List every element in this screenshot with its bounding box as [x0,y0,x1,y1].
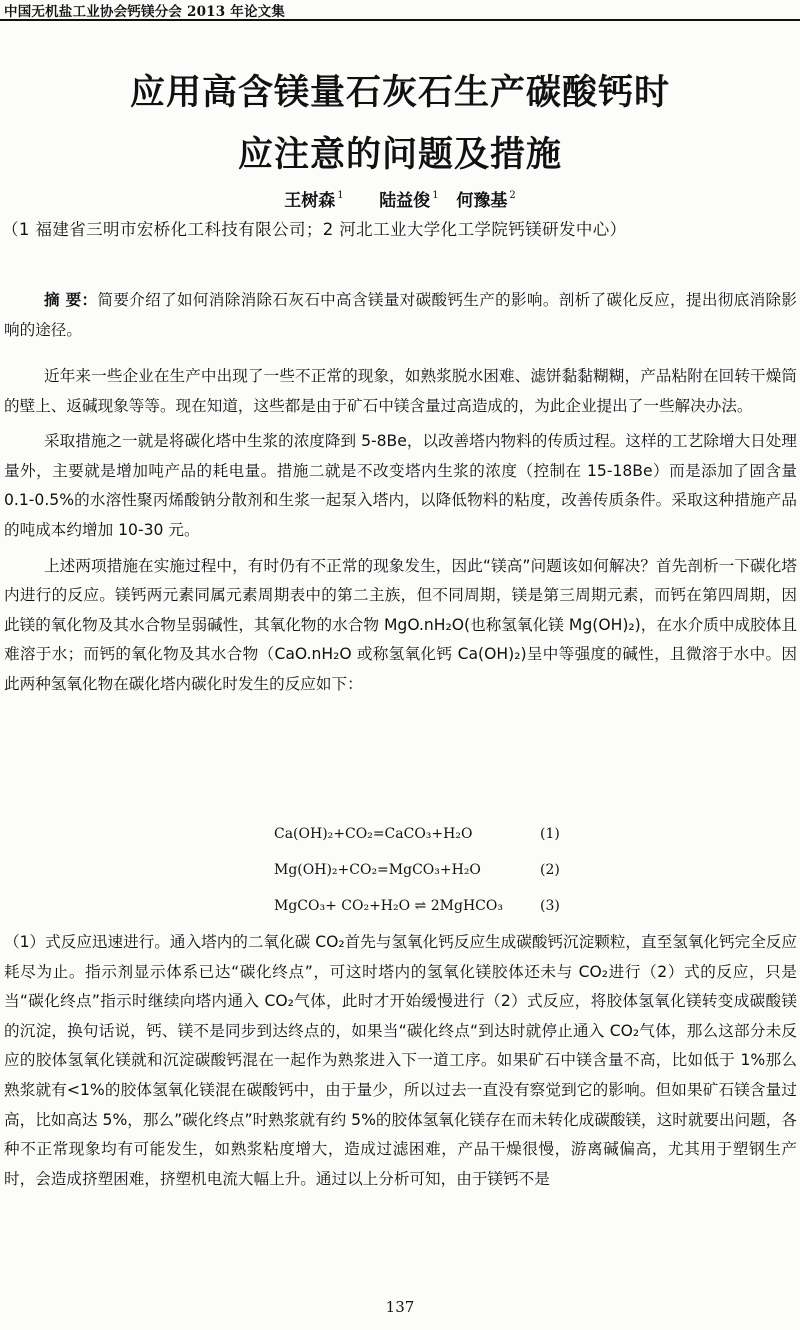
equation: Mg(OH)₂+CO₂=MgCO₃+H₂O [274,862,481,878]
author-mark: 1 [337,190,344,201]
author-name: 陆益俊 [379,191,431,211]
paragraph: （1）式反应迅速进行。通入塔内的二氧化碳 CO₂首先与氢氧化钙反应生成碳酸钙沉淀颗粒，直至氢氧化钙完全反应耗尽为止。指示剂显示体系已达“碳化终点”，可这时塔内的氢氧化镁胶体还未与 CO₂进行（2）式的反应，只是当“碳化终点”指示时继续向塔内通入 CO₂气体，此时才开始缓慢进行（2）式反应，将胶体氢氧化镁转变成碳酸镁的沉淀，换句话说，钙、镁不是同步到达终点的，如果当“碳化终点“到达时就停止通入 CO₂气体，那么这部分未反应的胶体氢氧化镁就和沉淀碳酸钙混在一起作为熟浆进入下一道工序。如果矿石中镁含量不高，比如低于 1%那么熟浆就有<1%的胶体氢氧化镁混在碳酸钙中，由于量少，所以过去一直没有察觉到它的影响。但如果矿石镁含量过高，比如高达 5%，那么”碳化终点”时熟浆就有约 5%的胶体氢氧化镁存在而未转化成碳酸镁，这时就要出问题，各种不正常现象均有可能发生，如熟浆粘度增大，造成过滤困难，产品干燥很慢，游离碱偏高，尤其用于塑钢生产时，会造成挤塑困难，挤塑机电流大幅上升。通过以上分析可知，由于镁钙不是 [4,933,797,1188]
equation: MgCO₃+ CO₂+H₂O ⇌ 2MgHCO₃ [274,898,503,914]
body-paragraph-after-equations [4,928,797,1194]
affiliation: （1 福建省三明市宏桥化工科技有限公司；2 河北工业大学化工学院钙镁研发中心） [2,220,627,239]
title-line-2: 应注意的问题及措施 [237,135,562,175]
abstract-block [4,286,797,345]
header-rule [0,19,800,21]
author-name: 何豫基 [456,191,508,211]
running-header: 中国无机盐工业协会钙镁分会 2013 年论文集 [4,4,286,20]
body-paragraphs [4,362,797,700]
author-list [0,186,800,211]
author-name: 王树森 [284,191,336,211]
equation-number: (2) [540,862,560,878]
equation: Ca(OH)₂+CO₂=CaCO₃+H₂O [274,826,473,842]
abstract-text: 简要介绍了如何消除消除石灰石中高含镁量对碳酸钙生产的影响。剖析了碳化反应，提出彻底消除影响的途径。 [4,291,797,339]
paragraph: 近年来一些企业在生产中出现了一些不正常的现象，如熟浆脱水困难、滤饼黏黏糊糊，产品粘附在回转干燥筒的壁上、返碱现象等等。现在知道，这些都是由于矿石中镁含量过高造成的，为此企业提出了一些解决办法。 [4,367,797,415]
title-line-1: 应用高含镁量石灰石生产碳酸钙时 [129,73,670,113]
page-number: 137 [385,1298,415,1316]
author-mark: 2 [509,190,516,201]
equation-number: (1) [540,826,560,842]
abstract-label: 摘 要： [44,291,98,309]
author-mark: 1 [432,190,439,201]
paragraph: 上述两项措施在实施过程中，有时仍有不正常的现象发生，因此“镁高”问题该如何解决？首先剖析一下碳化塔内进行的反应。镁钙两元素同属元素周期表中的第二主族，但不同周期，镁是第三周期元素，而钙在第四周期，因此镁的氧化物及其水合物呈弱碱性，其氧化物的水合物 MgO.nH₂O(也称氢氧化镁 Mg(OH)₂)，在水介质中成胶体且难溶于水；而钙的氧化物及其水合物（CaO.nH₂O 或称氢氧化钙 Ca(OH)₂)呈中等强度的碱性，且微溶于水中。因此两种氢氧化物在碳化塔内碳化时发生的反应如下： [4,556,797,693]
paragraph: 采取措施之一就是将碳化塔中生浆的浓度降到 5-8Be，以改善塔内物料的传质过程。这样的工艺除增大日处理量外，主要就是增加吨产品的耗电量。措施二就是不改变塔内生浆的浓度（控制在 15-18Be）而是添加了固含量 0.1-0.5%的水溶性聚丙烯酸钠分散剂和生浆一起泵入塔内，以降低物料的粘度，改善传质条件。采取这种措施产品的吨成本约增加 10-30 元。 [4,432,797,539]
equation-number: (3) [540,898,560,914]
